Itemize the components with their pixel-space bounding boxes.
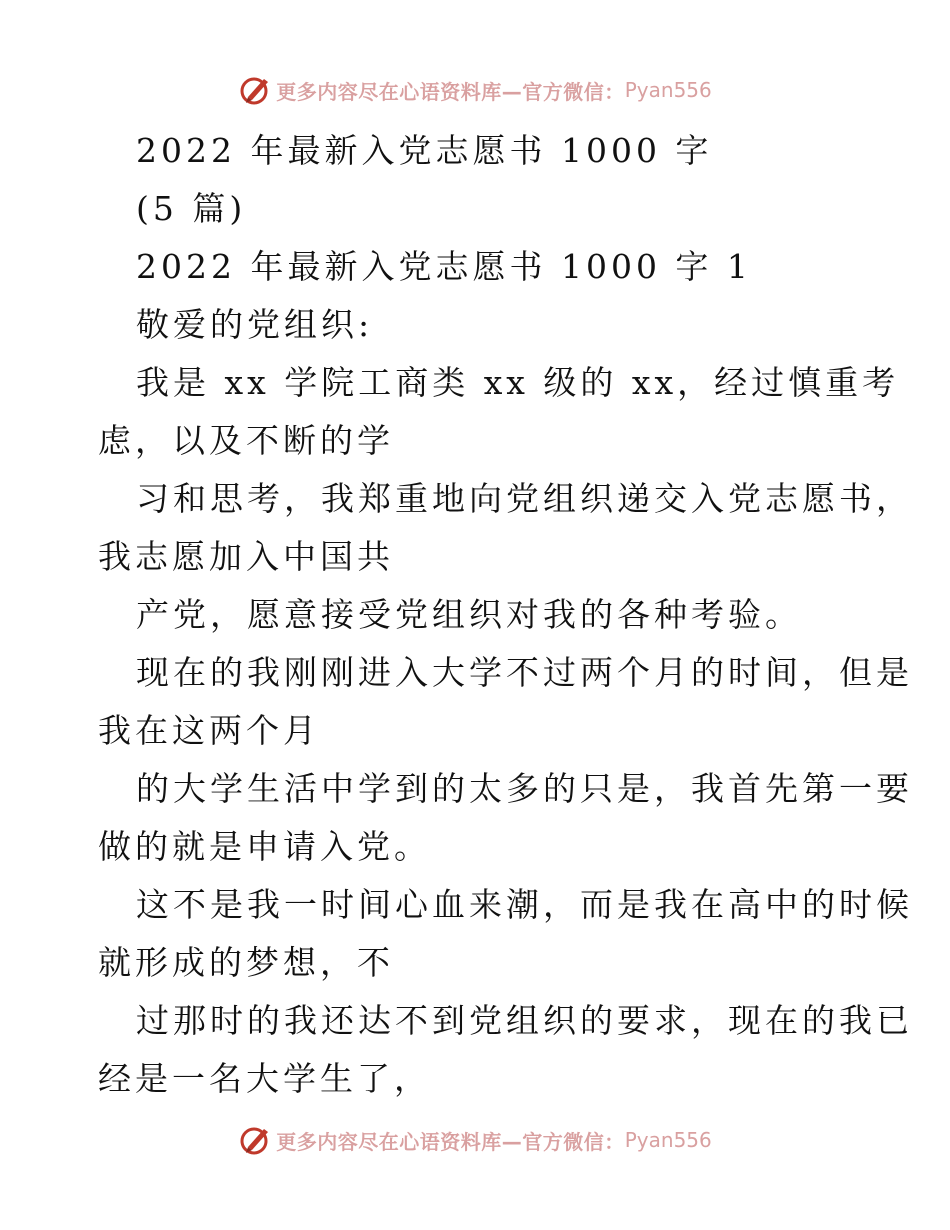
document-line: 产党，愿意接受党组织对我的各种考验。 — [136, 595, 802, 634]
document-line: 做的就是申请入党。 — [98, 827, 431, 866]
pen-logo-icon — [238, 73, 272, 107]
watermark-text: 更多内容尽在心语资料库—官方微信： — [276, 1129, 625, 1154]
document-line: 我是 xx 学院工商类 xx 级的 xx，经过慎重考 — [136, 363, 900, 402]
document-line: 2022 年最新入党志愿书 1000 字 — [136, 131, 713, 170]
document-line: 我在这两个月 — [98, 711, 320, 750]
watermark-wechat-id: Pyan556 — [624, 78, 712, 102]
document-line: 我志愿加入中国共 — [98, 537, 394, 576]
document-line: 虑，以及不断的学 — [98, 421, 394, 460]
document-line: 经是一名大学生了， — [98, 1059, 431, 1098]
document-line: 这不是我一时间心血来潮，而是我在高中的时候 — [136, 885, 913, 924]
document-line: 习和思考，我郑重地向党组织递交入党志愿书， — [136, 479, 913, 518]
document-body — [98, 122, 913, 1108]
watermark-wechat-id: Pyan556 — [624, 1128, 712, 1152]
document-line: 的大学生活中学到的太多的只是，我首先第一要 — [136, 769, 913, 808]
document-line: 就形成的梦想，不 — [98, 943, 394, 982]
watermark-text: 更多内容尽在心语资料库—官方微信： — [276, 79, 625, 104]
footer-watermark — [0, 1122, 950, 1158]
document-line: 2022 年最新入党志愿书 1000 字 1 — [136, 247, 752, 286]
pen-logo-icon — [238, 1123, 272, 1157]
document-line: 过那时的我还达不到党组织的要求，现在的我已 — [136, 1001, 913, 1040]
document-line: 现在的我刚刚进入大学不过两个月的时间，但是 — [136, 653, 913, 692]
document-line: 敬爱的党组织: — [136, 305, 374, 344]
header-watermark — [0, 72, 950, 108]
document-line: (5 篇) — [136, 189, 247, 228]
